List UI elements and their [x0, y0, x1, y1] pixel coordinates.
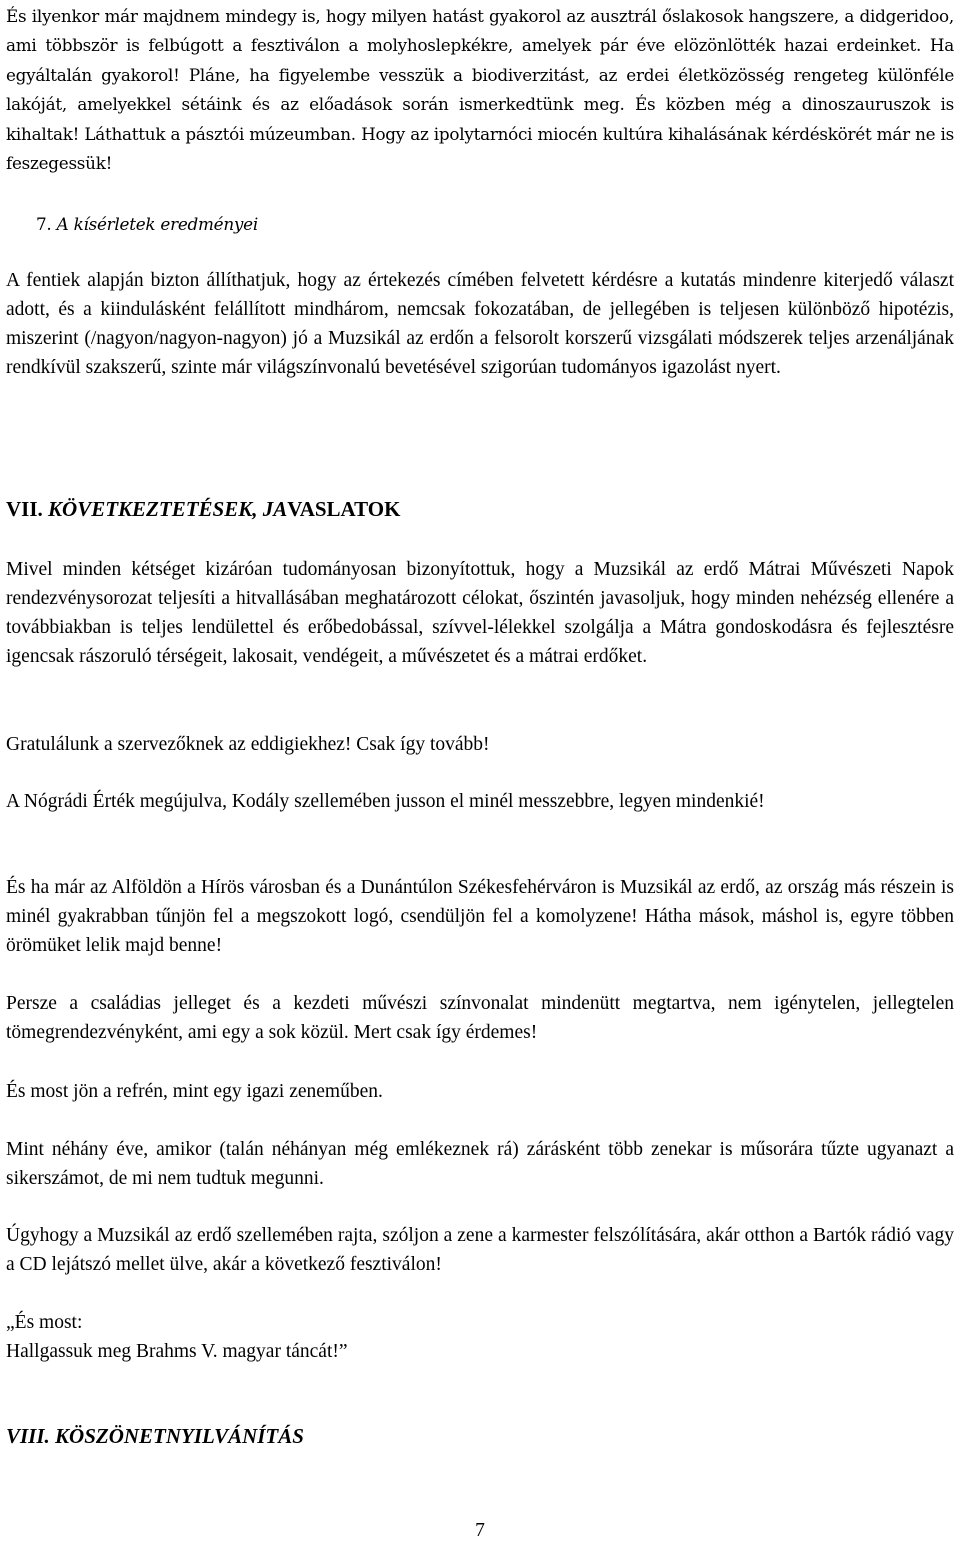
section-7-heading [6, 210, 258, 239]
refrain-paragraph: És most jön a refrén, mint egy igazi zeneműben. [6, 1081, 383, 1102]
congrats-paragraph: Gratulálunk a szervezőknek az eddigiekhez! Csak így tovább! [6, 734, 490, 755]
quote-line-2: Hallgassuk meg Brahms V. magyar táncát!” [6, 1341, 348, 1362]
persze-paragraph: Persze a családias jelleget és a kezdeti művészi színvonalat mindenütt megtartva, nem igénytelen, jellegtelen tömegrendezvényként, ami egy a sok közül. Mert csak így érdemes! [6, 993, 954, 1043]
section-viii-heading: VIII. KÖSZÖNETNYILVÁNÍTÁS [6, 1424, 304, 1448]
section-7-title: A kísérletek eredményei [56, 214, 258, 234]
intro-paragraph: És ilyenkor már majdnem mindegy is, hogy milyen hatást gyakorol az ausztrál őslakosok hangszere, a didgeridoo, ami többször is felbúgott a fesztiválon a molyhoslepkékre, amelyek pár éve elözönlötték hazai erdeinket. Ha egyáltalán gyakorol! Pláne, ha figyelembe vesszük a biodiverzitást, az erdei életközösség rengeteg különféle lakóját, amelyekkel sétáink és az előadások során ismerkedtünk meg. És közben még a dinoszauruszok is kihaltak! Láthattuk a pásztói múzeumban. Hogy az ipolytarnóci miocén kultúra kihalásának kérdéskörét már ne is feszegessük! [6, 6, 954, 174]
section-vii-number: VII. [6, 497, 43, 521]
page-number: 7 [475, 1520, 485, 1541]
alfold-paragraph: És ha már az Alföldön a Hírös városban és a Dunántúlon Székesfehérváron is Muzsikál az erdő, az ország más részein is minél gyakrabban tűnjön fel a megszokott logó, csendüljön fel a komolyzene! Hátha mások, máshol is, egyre többen örömüket lelik majd benne! [6, 877, 954, 956]
section-vii-title-italic: KÖVETKEZTETÉSEK, JA [48, 497, 288, 521]
results-paragraph: A fentiek alapján bizton állíthatjuk, hogy az értekezés címében felvetett kérdésre a kutatás mindenre kiterjedő választ adott, és a kiindulásként felállított mindhárom, nemcsak fokozatában, de jellegében is teljesen különböző hipotézis, miszerint (/nagyon/nagyon-nagyon) jó a Muzsikál az erdőn a felsorolt korszerű vizsgálati módszerek teljes arzenáljának rendkívül szakszerű, szinte már világszínvonalú bevetésével szigorúan tudományos igazolást nyert. [6, 270, 954, 378]
conclusion-paragraph: Mivel minden kétséget kizáróan tudományosan bizonyítottuk, hogy a Muzsikál az erdő Mátrai Művészeti Napok rendezvénysorozat teljesíti a hitvallásában meghatározott célokat, őszintén javasoljuk, hogy minden nehézség ellenére a továbbiakban is teljes lendülettel és erőbedobással, szívvel-lélekkel szolgálja a Mátra gondoskodásra és fejlesztésre igencsak rászoruló térségeit, lakosait, vendégeit, a művészetet és a mátrai erdőket. [6, 559, 954, 667]
quote-line-1: „És most: [6, 1312, 83, 1333]
mint-paragraph: Mint néhány éve, amikor (talán néhányan még emlékeznek rá) zárásként több zenekar is műsorára tűzte ugyanazt a sikerszámot, de mi nem tudtuk megunni. [6, 1139, 954, 1189]
section-vii-heading [6, 497, 400, 522]
section-7-number: 7. [36, 214, 52, 234]
ugyhogy-paragraph: Úgyhogy a Muzsikál az erdő szellemében rajta, szóljon a zene a karmester felszólítására, akár otthon a Bartók rádió vagy a CD lejátszó mellet ülve, akár a következő fesztiválon! [6, 1225, 954, 1275]
nograd-paragraph: A Nógrádi Érték megújulva, Kodály szellemében jusson el minél messzebbre, legyen mindenkié! [6, 791, 765, 812]
section-vii-title-rest: VASLATOK [287, 497, 401, 521]
